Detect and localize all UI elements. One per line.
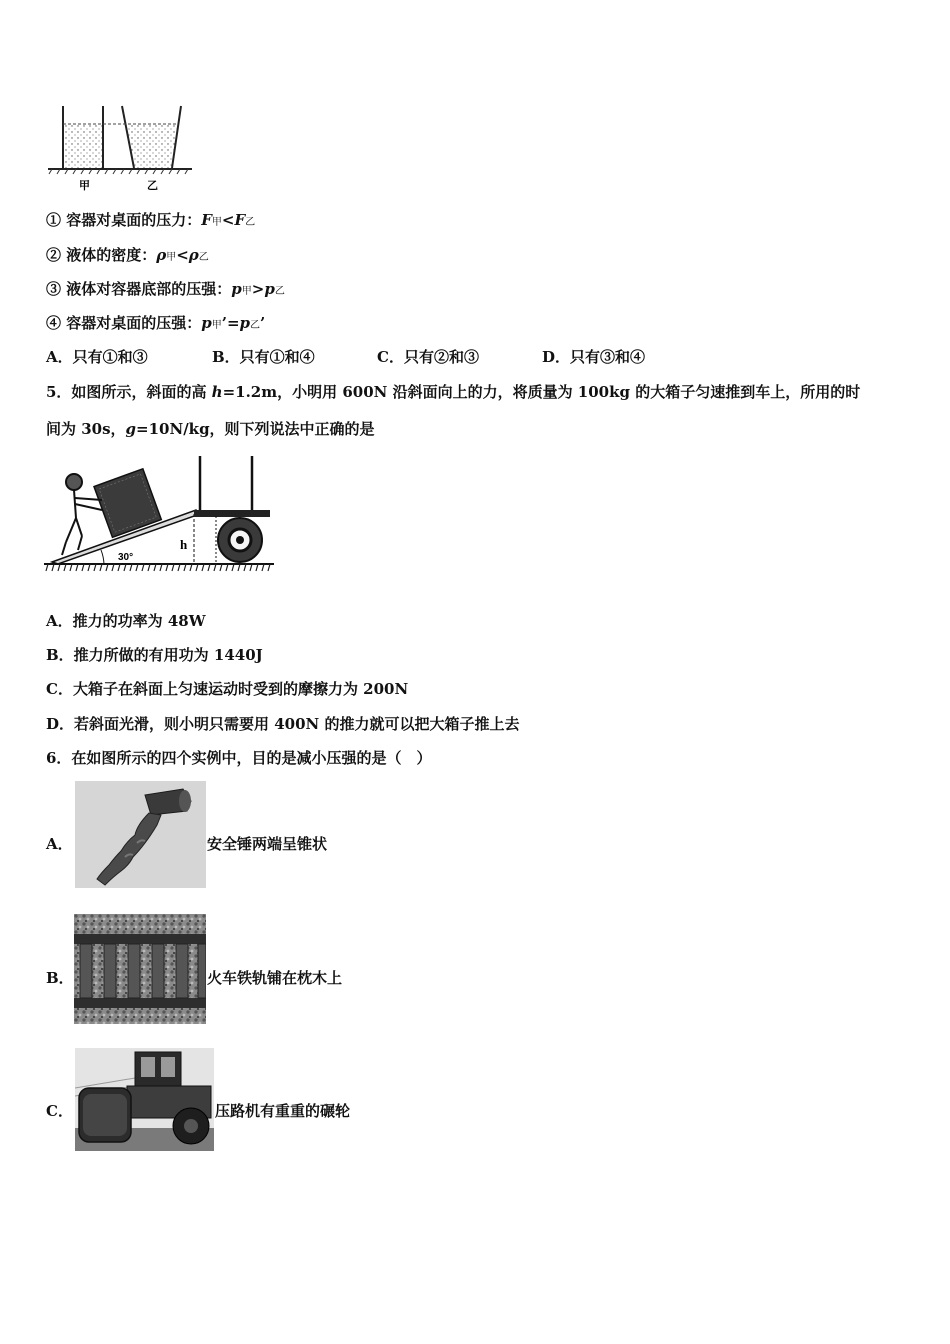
q5-option-d[interactable]: D．若斜面光滑，则小明只需要用 400N 的推力就可以把大箱子推上去	[46, 715, 520, 733]
truck	[194, 456, 270, 562]
q4-option-d[interactable]: D．只有③和④	[542, 348, 646, 366]
statement-3: ③ 液体对容器底部的压强：p甲>p乙	[46, 280, 285, 298]
angle-label: 30°	[118, 552, 134, 563]
ramp-diagram	[44, 452, 276, 578]
q4-option-a[interactable]: A．只有①和③	[46, 348, 148, 366]
road-roller-icon	[75, 1048, 214, 1151]
height-label: h	[180, 537, 188, 552]
q5-option-b[interactable]: B．推力所做的有用功为 1440J	[46, 646, 263, 664]
railway-photo	[74, 914, 206, 1024]
q6-option-c-caption: 压路机有重重的碾轮	[215, 1102, 351, 1120]
statement-2: ② 液体的密度：ρ甲<ρ乙	[46, 246, 209, 264]
safety-hammer-icon	[75, 781, 206, 888]
statement-1: ① 容器对桌面的压力：F甲<F乙	[46, 211, 256, 229]
containers-figure	[46, 100, 196, 195]
containers-diagram	[46, 100, 196, 195]
road-roller-photo	[75, 1048, 214, 1151]
railway-sleepers-icon	[74, 914, 206, 1024]
q6-option-c-letter[interactable]: C．	[46, 1102, 73, 1120]
q5-stem-line-2: 间为 30s，g=10N/kg，则下列说法中正确的是	[46, 420, 375, 438]
q5-option-a[interactable]: A．推力的功率为 48W	[46, 612, 206, 630]
q4-option-b[interactable]: B．只有①和④	[212, 348, 315, 366]
liquid-jia	[63, 124, 103, 168]
statement-4: ④ 容器对桌面的压强：p甲’=p乙’	[46, 314, 266, 332]
q6-option-b-letter[interactable]: B．	[46, 969, 74, 987]
label-jia: 甲	[79, 180, 90, 192]
q4-option-c[interactable]: C．只有②和③	[377, 348, 479, 366]
q6-stem: 6．在如图所示的四个实例中，目的是减小压强的是（ ）	[46, 749, 432, 767]
q6-option-a-letter[interactable]: A．	[46, 835, 73, 853]
label-yi: 乙	[147, 180, 158, 192]
q6-option-a-caption: 安全锤两端呈锥状	[207, 835, 328, 853]
q5-stem-line-1: 5．如图所示，斜面的高 h=1.2m，小明用 600N 沿斜面向上的力，将质量为 100kg 的大箱子匀速推到车上，所用的时	[46, 383, 861, 401]
q5-option-c[interactable]: C．大箱子在斜面上匀速运动时受到的摩擦力为 200N	[46, 680, 409, 698]
ramp-figure	[44, 452, 276, 578]
q6-option-b-caption: 火车铁轨铺在枕木上	[207, 969, 343, 987]
safety-hammer-photo	[75, 781, 206, 888]
